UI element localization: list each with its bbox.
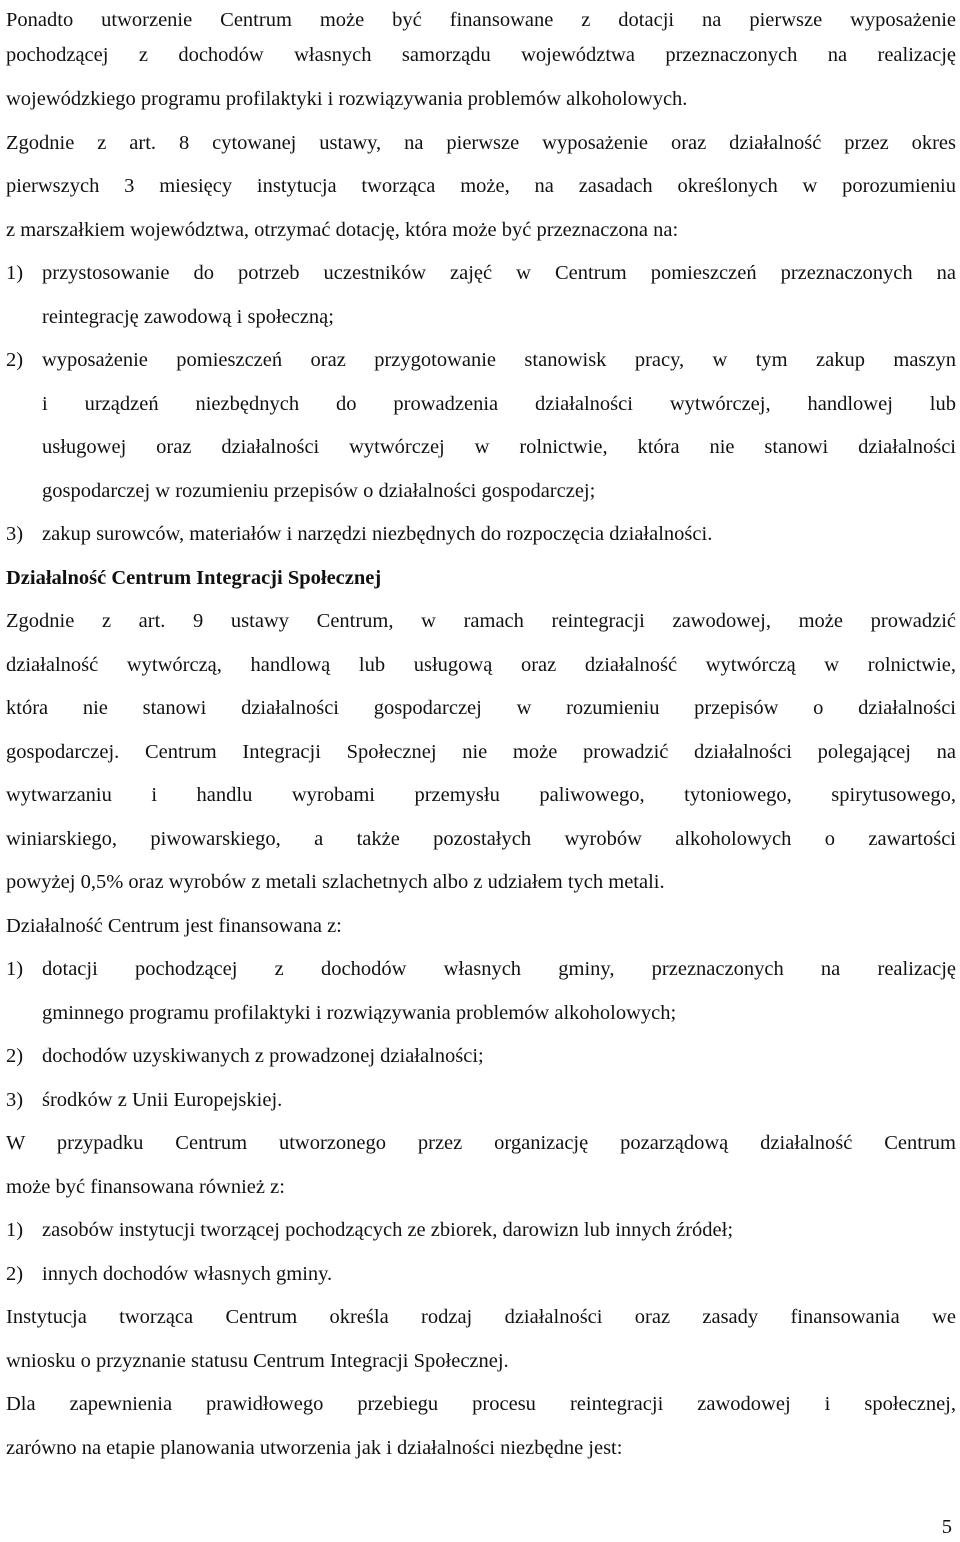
list-item-line: gminnego programu profilaktyki i rozwiązywania problemów alkoholowych;	[42, 1002, 677, 1024]
paragraph-line: Dla zapewnienia prawidłowego przebiegu procesu reintegracji zawodowej i społecznej,	[6, 1393, 956, 1415]
paragraph-line: która nie stanowi działalności gospodarczej w rozumieniu przepisów o działalności	[6, 697, 956, 719]
paragraph-line: Ponadto utworzenie Centrum może być finansowane z dotacji na pierwsze wyposażenie	[6, 9, 956, 31]
paragraph-line: W przypadku Centrum utworzonego przez organizację pozarządową działalność Centrum	[6, 1132, 956, 1154]
list-item-line: zasobów instytucji tworzącej pochodzących ze zbiorek, darowizn lub innych źródeł;	[42, 1219, 734, 1241]
paragraph-line: Zgodnie z art. 8 cytowanej ustawy, na pierwsze wyposażenie oraz działalność przez okres	[6, 132, 956, 154]
paragraph-line: winiarskiego, piwowarskiego, a także pozostałych wyrobów alkoholowych o zawartości	[6, 828, 956, 850]
list-item-line: dochodów uzyskiwanych z prowadzonej działalności;	[42, 1045, 484, 1067]
paragraph-line: może być finansowana również z:	[6, 1176, 285, 1198]
paragraph-line: wojewódzkiego programu profilaktyki i rozwiązywania problemów alkoholowych.	[6, 88, 688, 110]
list-item-number: 3)	[6, 1089, 24, 1111]
paragraph-line: Działalność Centrum jest finansowana z:	[6, 915, 342, 937]
list-item-line: wyposażenie pomieszczeń oraz przygotowanie stanowisk pracy, w tym zakup maszyn	[42, 349, 956, 371]
paragraph-line: wniosku o przyznanie statusu Centrum Integracji Społecznej.	[6, 1350, 509, 1372]
list-item-line: reintegrację zawodową i społeczną;	[42, 306, 334, 328]
list-item-number: 3)	[6, 523, 24, 545]
list-item-line: i urządzeń niezbędnych do prowadzenia działalności wytwórczej, handlowej lub	[42, 393, 956, 415]
paragraph-line: powyżej 0,5% oraz wyrobów z metali szlachetnych albo z udziałem tych metali.	[6, 871, 665, 893]
list-item-line: dotacji pochodzącej z dochodów własnych gminy, przeznaczonych na realizację	[42, 958, 956, 980]
list-item-number: 1)	[6, 958, 24, 980]
paragraph-line: gospodarczej. Centrum Integracji Społecznej nie może prowadzić działalności polegającej na	[6, 741, 956, 763]
paragraph-line: z marszałkiem województwa, otrzymać dotację, która może być przeznaczona na:	[6, 219, 679, 241]
list-item-number: 1)	[6, 1219, 24, 1241]
section-heading: Działalność Centrum Integracji Społecznej	[6, 567, 382, 589]
list-item-line: środków z Unii Europejskiej.	[42, 1089, 283, 1111]
list-item-line: zakup surowców, materiałów i narzędzi niezbędnych do rozpoczęcia działalności.	[42, 523, 713, 545]
page-number: 5	[941, 1516, 952, 1538]
paragraph-line: działalność wytwórczą, handlową lub usługową oraz działalność wytwórczą w rolnictwie,	[6, 654, 956, 676]
list-item-line: usługowej oraz działalności wytwórczej w rolnictwie, która nie stanowi działalności	[42, 436, 956, 458]
paragraph-line: wytwarzaniu i handlu wyrobami przemysłu paliwowego, tytoniowego, spirytusowego,	[6, 784, 956, 806]
list-item-line: innych dochodów własnych gminy.	[42, 1263, 333, 1285]
paragraph-line: Zgodnie z art. 9 ustawy Centrum, w ramach reintegracji zawodowej, może prowadzić	[6, 610, 956, 632]
list-item-line: przystosowanie do potrzeb uczestników zajęć w Centrum pomieszczeń przeznaczonych na	[42, 262, 956, 284]
list-item-line: gospodarczej w rozumieniu przepisów o działalności gospodarczej;	[42, 480, 596, 502]
list-item-number: 2)	[6, 1263, 24, 1285]
paragraph-line: pochodzącej z dochodów własnych samorządu województwa przeznaczonych na realizację	[6, 44, 956, 66]
list-item-number: 1)	[6, 262, 24, 284]
list-item-number: 2)	[6, 1045, 24, 1067]
paragraph-line: pierwszych 3 miesięcy instytucja tworząca może, na zasadach określonych w porozumieniu	[6, 175, 956, 197]
list-item-number: 2)	[6, 349, 24, 371]
paragraph-line: zarówno na etapie planowania utworzenia jak i działalności niezbędne jest:	[6, 1437, 623, 1459]
paragraph-line: Instytucja tworząca Centrum określa rodzaj działalności oraz zasady finansowania we	[6, 1306, 956, 1328]
